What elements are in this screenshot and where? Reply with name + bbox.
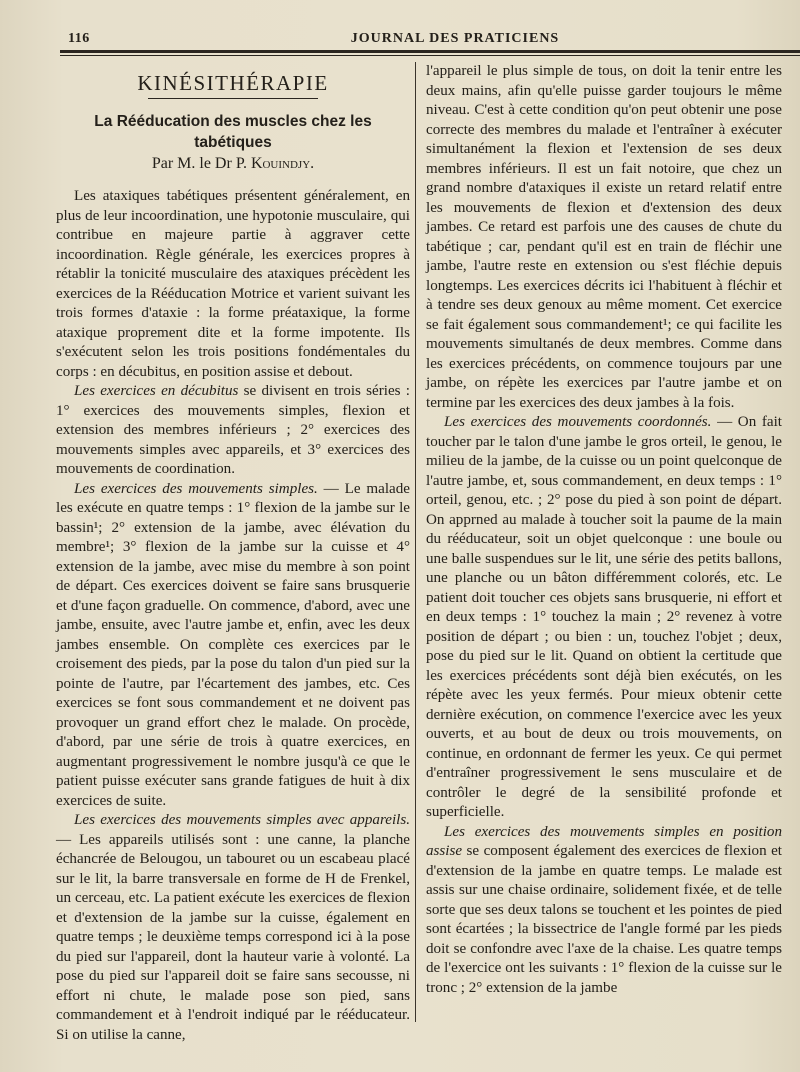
paragraph: l'appareil le plus simple de tous, on doit la tenir entre les deux mains, afin qu'elle puisse garder toujours le même niveau. C'est à cette condition qu'on peut obtenir une pose correcte des membres du malade et l'entraîner à exécuter simultanément la flexion et l'extension de ses deux membres inférieurs. Il est un fait notoire, que chez un grand nombre d'ataxiques il existe un retard relatif entre les mouvements de flexion et d'extension des deux jambes. Ce retard est parfois une des causes de chute du tabétique ; car, pendant qu'il est en train de fléchir une jambe, l'autre reste en extension ou s'est fléchie depuis longtemps. Les exercices décrits ici l'habituent à fléchir et à tendre ses deux genoux au même moment. Cet exercice se fait également sous commandement¹; ce qui facilite les mouvements simultanés de deux membres. Comme dans les exercices précédents, on commence toujours par une jambe, on répète les exercices par l'autre jambe et on termine par les exercices des deux jambes à la fois. — [426, 63, 782, 411]
paragraph — [56, 480, 410, 812]
article-title: La Rééducation des muscles chez les tabétiques — [94, 113, 372, 151]
paragraph-body: — On fait toucher par le talon d'une jambe le gros orteil, le genou, le milieu de la jambe, de la cuisse ou un point quelconque de l'autre jambe, et, sous commandement, en deux temps : 1° orteil, genou, etc. ; 2° pose du pied à son point de départ. On apprned au malade à toucher soit la paume de la main du rééducateur, soit un objet quelconque : une boule ou une balle suspendues sur le lit, une série des petits ballons, une planche ou un bâton différemment colorés, etc. Le patient doit toucher ces objets sans brusquerie, ni effort et en deux temps : 1° touchez la main ; 2° revenez à votre position de départ ; ou bien : un, touchez l'objet ; deux, pose du pied sur le lit. Quand on obtient la certitude que les exercices précédents sont déjà bien exécutés, on les répète avec les yeux fermés. Pour mieux obtenir cette dernière exécution, on commence l'exercice avec les yeux ouverts, et au bout de deux ou trois mouvements, on continue, en ordonnant de fermer les yeux. Ce qui permet d'entraîner progressivement le sens musculaire et de contrôler le degré de la sensibilité profonde et superficielle. — [426, 414, 782, 820]
header-rule — [60, 50, 800, 53]
journal-title: JOURNAL DES PRATICIENS — [350, 31, 560, 46]
paragraph-lead: Les exercices des mouvements coordonnés. — [444, 414, 712, 430]
paragraph — [56, 382, 410, 480]
paragraph-lead: Les exercices des mouvements simples avec appareils. — [74, 812, 410, 828]
paragraph — [56, 811, 410, 1045]
paragraph — [426, 413, 782, 823]
paragraph-lead: Les exercices en décubitus — [74, 383, 239, 399]
left-column — [56, 62, 410, 1045]
right-column — [426, 62, 782, 998]
paragraph-body: — Les appareils utilisés sont : une canne, la planche échancrée de Belougou, un tabouret ou un escabeau placé sur le lit, la barre transversale en forme de H de Frenkel, un cerceau, etc. La patient exécute les exercices de flexion et d'extension de la jambe sur la cuisse, également en quatre temps ; le deuxième temps correspond ici à la pose du pied sur l'appareil, dont la hauteur varie à volonté. La pose du pied sur l'appareil doit se faire sans secousse, ni effort ni chute, le malade pose son pied, sans commandement et à l'endroit indiqué par le rééducateur. Si on utilise la canne, — [56, 831, 410, 1043]
paragraph — [426, 823, 782, 999]
paragraph-body: se divisent en trois séries : 1° exercices des mouvements simples, flexion et extension des membres inférieurs ; 2° exercices des mouvements simples avec appareils, et 3° exercices des mouvements de coordination. — [56, 383, 410, 477]
column-divider — [415, 62, 416, 1022]
header-rule-thin — [60, 55, 800, 56]
byline-author: Kouindjy. — [250, 155, 315, 172]
paragraph-body: se composent également des exercices de flexion et d'extension de la jambe en quatre temps. Le malade est assis sur une chaise ordinaire, solidement fixée, et de telle sorte que ses deux talons se touchent et les pointes de pied sont écartées ; la bissectrice de l'angle formé par les pieds doit se confondre avec l'axe de la chaise. Les quatre temps de l'exercice ont les suivants : 1° flexion de la cuisse sur le tronc ; 2° extension de la jambe — [426, 843, 782, 996]
paragraph-lead: Les exercices des mouvements simples en position assise — [426, 823, 782, 859]
byline — [56, 153, 410, 175]
section-title: KINÉSITHÉRAPIE — [137, 71, 329, 95]
byline-prefix: Par M. le Dr P. — [151, 155, 251, 172]
section-title-underline — [148, 98, 318, 99]
paragraph-body: — Le malade les exécute en quatre temps : 1° flexion de la jambe sur le bassin¹; 2° extension de la jambe, avec élévation du membre¹; 3° flexion de la jambe sur la cuisse et 4° extension de la jambe, avec mise du membre à son point de départ. Ces exercices doivent se faire sans brusquerie et d'une façon graduelle. On commence, d'abord, avec une jambe, ensuite, avec l'autre jambe et, enfin, avec les deux jambes ensemble. On complète ces exercices par le croisement des pieds, par la pose du talon d'un pied sur la pointe de l'autre, par l'écartement des jambes, etc. Ces exercices se font sous commandement et ne doivent pas provoquer un grand effort chez le malade. On procède, d'abord, par une série de trois à quatre exercices, en augmentant progressivement le nombre jusqu'à ce que le patient puisse exécuter sans grande fatigues de huit à dix exercices de suite. — [56, 480, 410, 809]
paragraph-lead: Les exercices des mouvements simples. — [74, 480, 318, 497]
paragraph: Les ataxiques tabétiques présentent généralement, en plus de leur incoordination, une hypotonie musculaire, qui contribue en majeure partie à aggraver cette incoordination. Règle générale, les exercices propres à rétablir la tonicité musculaire des ataxiques précèdent les exercices de la Rééducation Motrice et varient suivant les trois formes d'ataxie : la forme préataxique, la forme ataxique proprement dite et la forme impotente. Ils s'exécutent selon les trois positions fondémentales du corps : en décubitus, en position assise et debout. — [56, 188, 410, 380]
page-number: 116 — [68, 31, 90, 46]
page-header — [60, 30, 800, 50]
